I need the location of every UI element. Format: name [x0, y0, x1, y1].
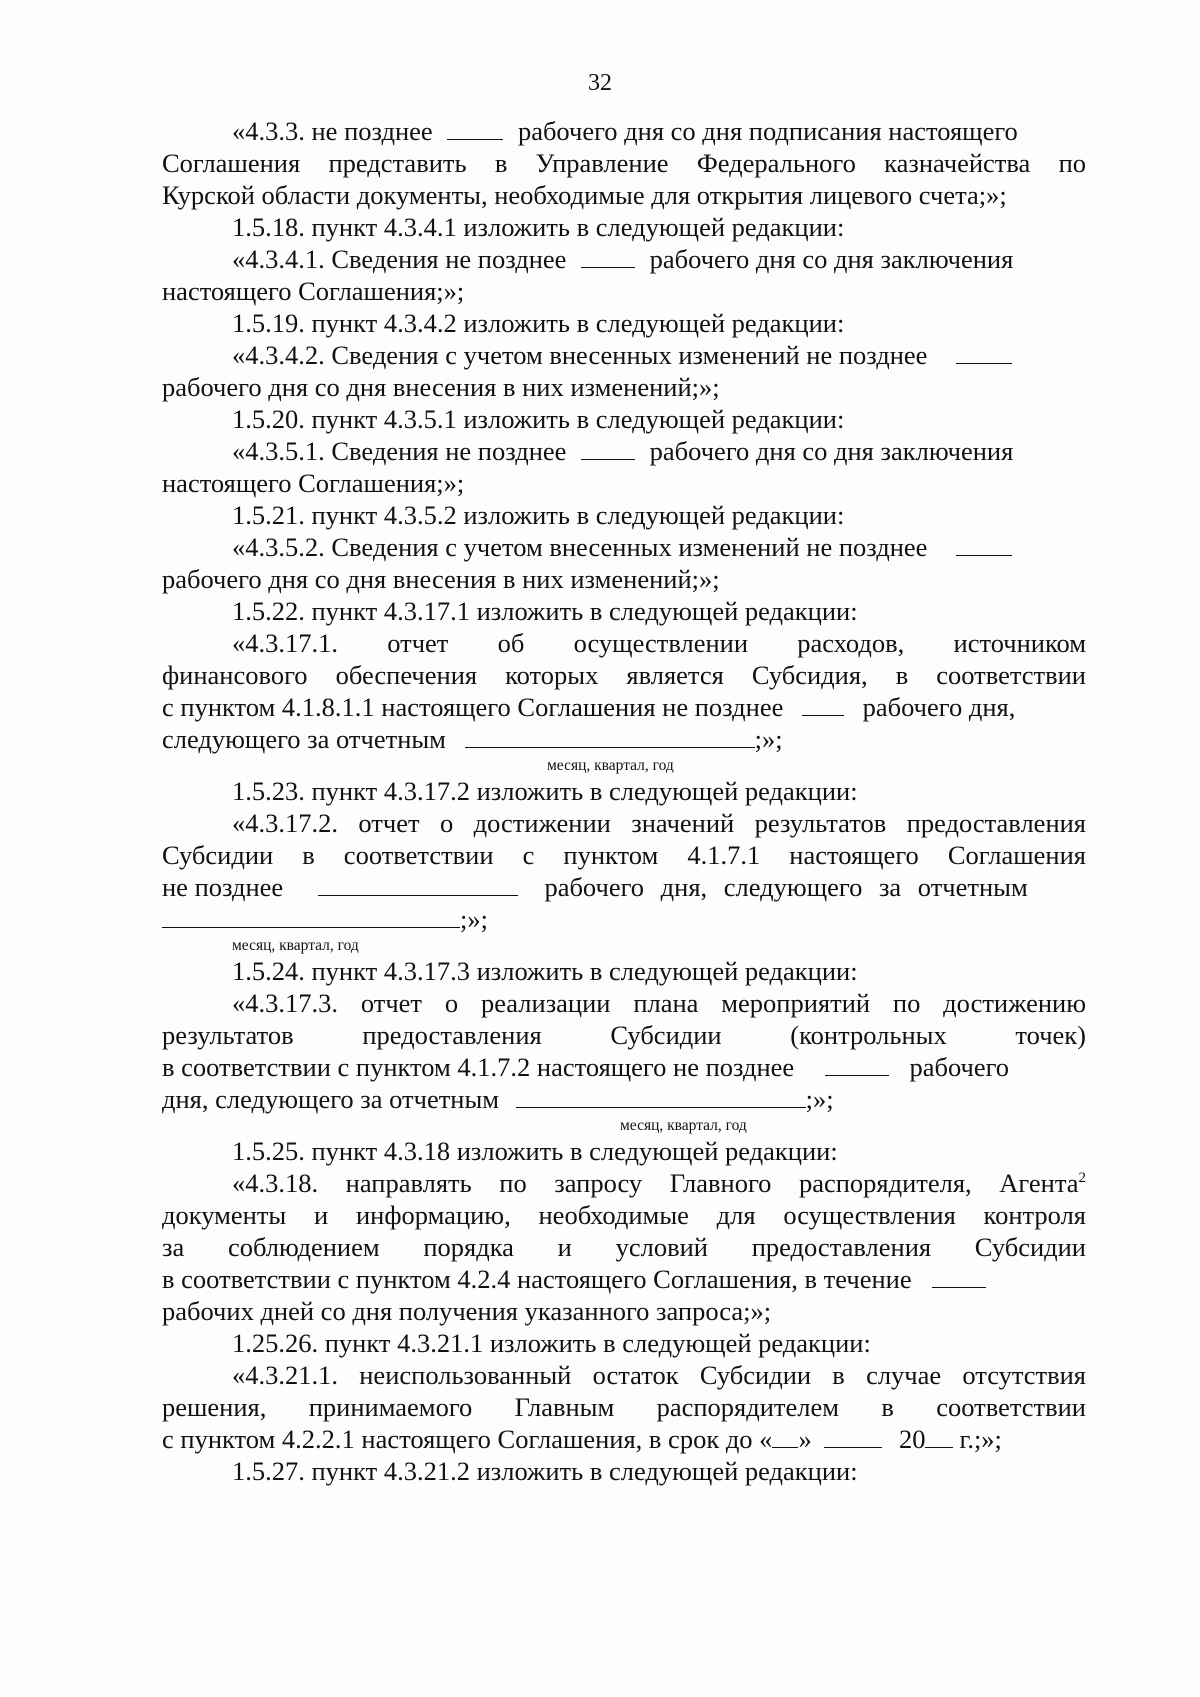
text: «4.3.3. не позднее [232, 116, 433, 146]
text-line: «4.3.17.2. отчет о достижении значений результатов предоставления [232, 808, 1086, 838]
footnote-mark: 2 [1078, 1170, 1086, 1186]
text: ;»; [754, 724, 783, 754]
text-line: 1.5.18. пункт 4.3.4.1 изложить в следующей редакции: [232, 212, 845, 242]
text-line: рабочего дня со дня внесения в них изменений;»; [162, 564, 720, 594]
text: ;»; [805, 1084, 834, 1114]
text-line: решения, принимаемого Главным распорядителем в соответствии [162, 1392, 1086, 1422]
text-line: 1.5.27. пункт 4.3.21.2 изложить в следующей редакции: [232, 1456, 858, 1486]
text: следующего за отчетным [162, 724, 446, 754]
text: «4.3.4.1. Сведения не позднее [232, 244, 567, 274]
blank-field [802, 695, 844, 716]
text-line: рабочего дня со дня внесения в них изменений;»; [162, 372, 720, 402]
text: не позднее [162, 872, 284, 902]
text-line [162, 1263, 1086, 1295]
text-line: результатов предоставления Субсидии (контрольных точек) [162, 1020, 1086, 1050]
text-line [162, 691, 1086, 723]
text: г.;»; [959, 1424, 1002, 1454]
field-caption: месяц, квартал, год [620, 1117, 747, 1134]
blank-field [956, 535, 1012, 556]
text: 20 [898, 1424, 926, 1454]
text: с пунктом 4.1.8.1.1 настоящего Соглашения не позднее [162, 692, 784, 722]
text: рабочего дня со дня подписания настоящего [517, 116, 1018, 146]
text-line: Соглашения представить в Управление Федерального казначейства по [162, 148, 1086, 178]
text-line: настоящего Соглашения;»; [162, 276, 465, 306]
text-line: финансового обеспечения которых является Субсидия, в соответствии [162, 660, 1086, 690]
blank-field [516, 1087, 806, 1108]
blank-field [581, 439, 635, 460]
text-line [232, 531, 1086, 563]
text: в соответствии с пунктом 4.1.7.2 настоящего не позднее [162, 1052, 795, 1082]
blank-field [925, 1427, 953, 1448]
text: рабочего дня, следующего за отчетным [544, 872, 1028, 902]
text-line: 1.5.24. пункт 4.3.17.3 изложить в следующей редакции: [232, 956, 858, 986]
text-line: Курской области документы, необходимые для открытия лицевого счета;»; [162, 180, 1007, 210]
text: рабочего дня со дня заключения [649, 244, 1014, 274]
blank-field [824, 1427, 882, 1448]
text-line: «4.3.21.1. неиспользованный остаток Субсидии в случае отсутствия [232, 1360, 1086, 1390]
blank-field [465, 727, 755, 748]
blank-field [318, 875, 518, 896]
text-line [162, 871, 1086, 903]
text-line: «4.3.17.1. отчет об осуществлении расходов, источником [232, 628, 1086, 658]
blank-field [932, 1267, 986, 1288]
text-line: Субсидии в соответствии с пунктом 4.1.7.1 настоящего Соглашения [162, 840, 1086, 870]
text-line: настоящего Соглашения;»; [162, 468, 465, 498]
text-line [232, 339, 1086, 371]
field-caption: месяц, квартал, год [232, 937, 359, 954]
text-line [162, 723, 1086, 755]
blank-field [162, 907, 460, 928]
text: с пунктом 4.2.2.1 настоящего Соглашения, в срок до « [162, 1424, 773, 1454]
text: » [798, 1424, 812, 1454]
text-line: документы и информацию, необходимые для осуществления контроля [162, 1200, 1086, 1230]
text-line: «4.3.17.3. отчет о реализации плана мероприятий по достижению [232, 988, 1086, 1018]
text-line: рабочих дней со дня получения указанного запроса;»; [162, 1296, 772, 1326]
text: рабочего дня, [862, 692, 1016, 722]
text-line [232, 1167, 1086, 1199]
text: в соответствии с пунктом 4.2.4 настоящего Соглашения, в течение [162, 1264, 912, 1294]
text-line [162, 1083, 1086, 1115]
blank-field [447, 119, 503, 140]
text: «4.3.5.2. Сведения с учетом внесенных изменений не позднее [232, 532, 928, 562]
text-line: 1.5.25. пункт 4.3.18 изложить в следующей редакции: [232, 1136, 838, 1166]
text-line [232, 115, 1086, 147]
text-line: 1.25.26. пункт 4.3.21.1 изложить в следующей редакции: [232, 1328, 871, 1358]
text-line [232, 243, 1086, 275]
text-line: 1.5.23. пункт 4.3.17.2 изложить в следующей редакции: [232, 776, 858, 806]
text: ;»; [460, 904, 488, 934]
blank-field [956, 343, 1012, 364]
text-line: 1.5.19. пункт 4.3.4.2 изложить в следующей редакции: [232, 308, 845, 338]
blank-field [772, 1427, 798, 1448]
text-line [162, 1423, 1086, 1455]
text-line: 1.5.22. пункт 4.3.17.1 изложить в следующей редакции: [232, 596, 858, 626]
page-number: 32 [588, 70, 612, 96]
text-line [232, 435, 1086, 467]
text-line: 1.5.21. пункт 4.3.5.2 изложить в следующей редакции: [232, 500, 845, 530]
text-line: 1.5.20. пункт 4.3.5.1 изложить в следующей редакции: [232, 404, 845, 434]
text-line: за соблюдением порядка и условий предоставления Субсидии [162, 1232, 1086, 1262]
field-caption: месяц, квартал, год [547, 757, 674, 774]
text-line [162, 1051, 1086, 1083]
blank-field [825, 1055, 889, 1076]
blank-field [581, 247, 635, 268]
text: «4.3.4.2. Сведения с учетом внесенных изменений не позднее [232, 340, 928, 370]
text-line [162, 903, 1086, 935]
text: «4.3.5.1. Сведения не позднее [232, 436, 567, 466]
text: «4.3.18. направлять по запросу Главного распорядителя, Агента [232, 1168, 1079, 1198]
text: рабочего [909, 1052, 1010, 1082]
text: дня, следующего за отчетным [162, 1084, 500, 1114]
text: рабочего дня со дня заключения [649, 436, 1014, 466]
